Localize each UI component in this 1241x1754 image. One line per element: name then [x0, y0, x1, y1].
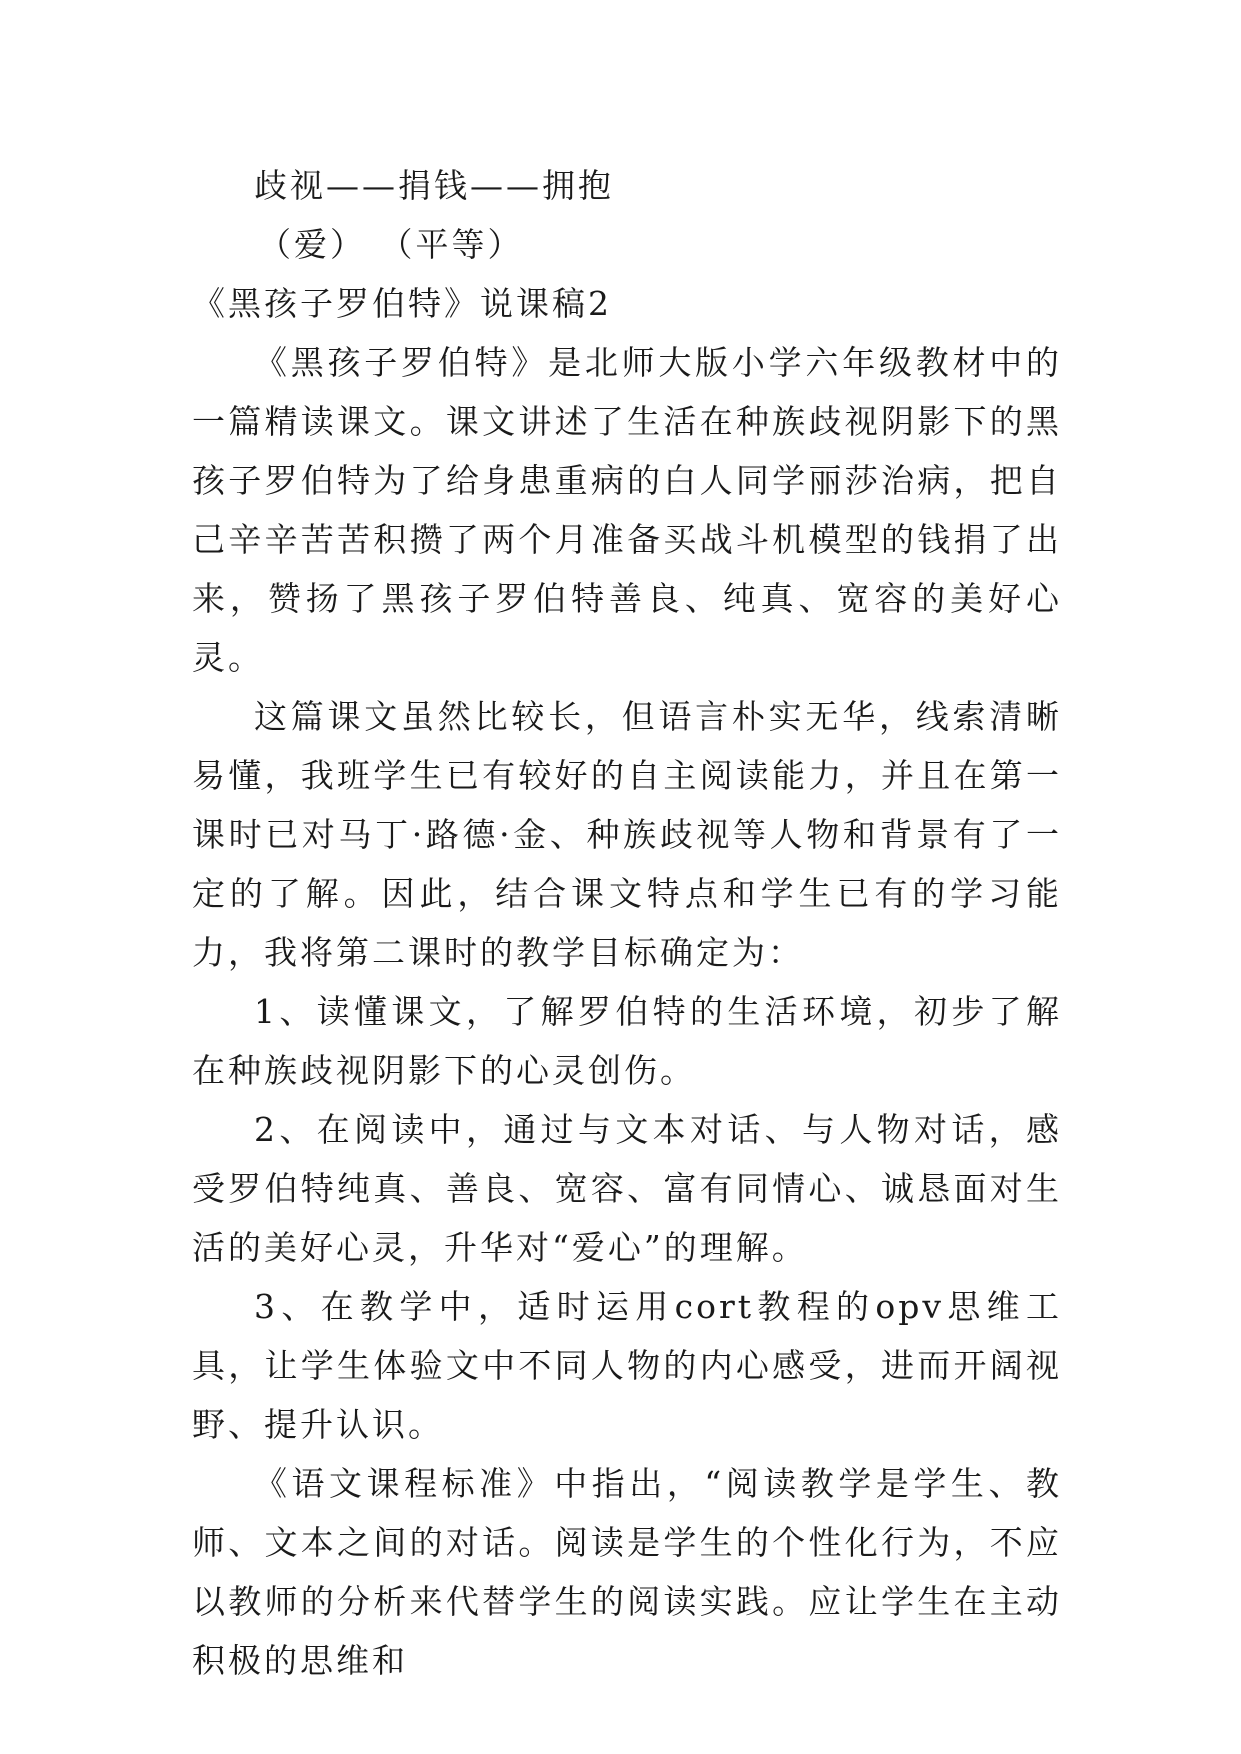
relation-annotation-line: （爱） （平等）	[258, 225, 524, 264]
paragraph-goal-2: 2、在阅读中，通过与文本对话、与人物对话，感受罗伯特纯真、善良、宽容、富有同情心、诚恳面对生活的美好心灵，升华对“爱心”的理解。	[192, 1110, 1062, 1267]
document-body	[192, 156, 1062, 1690]
section-heading: 《黑孩子罗伯特》说课稿2	[192, 284, 612, 323]
paragraph-analysis: 这篇课文虽然比较长，但语言朴实无华，线索清晰易懂，我班学生已有较好的自主阅读能力，并且在第一课时已对马丁·路德·金、种族歧视等人物和背景有了一定的了解。因此，结合课文特点和学生已有的学习能力，我将第二课时的教学目标确定为：	[192, 697, 1062, 972]
relation-line: 歧视——捐钱——拥抱	[254, 166, 614, 205]
paragraph-standard: 《语文课程标准》中指出，“阅读教学是学生、教师、文本之间的对话。阅读是学生的个性化行为，不应以教师的分析来代替学生的阅读实践。应让学生在主动积极的思维和	[192, 1464, 1062, 1680]
paragraph-intro: 《黑孩子罗伯特》是北师大版小学六年级教材中的一篇精读课文。课文讲述了生活在种族歧视阴影下的黑孩子罗伯特为了给身患重病的白人同学丽莎治病，把自己辛辛苦苦积攒了两个月准备买战斗机模型的钱捐了出来，赞扬了黑孩子罗伯特善良、纯真、宽容的美好心灵。	[192, 343, 1062, 677]
paragraph-goal-1: 1、读懂课文，了解罗伯特的生活环境，初步了解在种族歧视阴影下的心灵创伤。	[192, 992, 1062, 1090]
paragraph-goal-3: 3、在教学中，适时运用cort教程的opv思维工具，让学生体验文中不同人物的内心感受，进而开阔视野、提升认识。	[192, 1287, 1062, 1444]
